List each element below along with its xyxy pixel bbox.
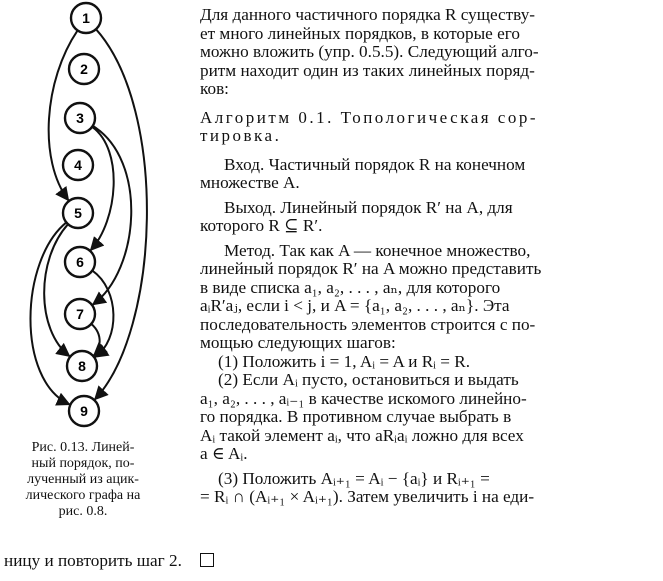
text-line: ритм находит один из таких линейных поряд- <box>200 60 535 80</box>
text-line: последовательность элементов строится с по- <box>200 314 536 334</box>
edge-1-to-9 <box>95 29 147 399</box>
text-line: aᵢR′aⱼ, если i < j, и A = {a₁, a₂, . . . , aₙ}. Эта <box>200 296 510 315</box>
algorithm-title <box>200 109 660 146</box>
body-text <box>200 6 660 507</box>
text-line: в виде списка a₁, a₂, . . . , aₙ, для которого <box>200 277 501 297</box>
algorithm-output <box>200 199 660 236</box>
caption-line: лического графа на <box>25 488 141 503</box>
edge-5-to-9 <box>30 222 69 404</box>
node-label: 3 <box>76 110 84 126</box>
text-line: ет много линейных порядков, в которые его <box>200 23 520 43</box>
text-line: Метод. Так как A — конечное множество, <box>224 240 531 260</box>
algorithm-method <box>200 242 660 353</box>
node-label: 2 <box>80 61 88 77</box>
intro-paragraph <box>200 6 660 99</box>
text-line: (1) Положить i = 1, Aᵢ = A и Rᵢ = R. <box>218 351 471 371</box>
edge-7-to-8 <box>91 324 99 355</box>
text-line: Для данного частичного порядка R существу- <box>200 5 536 24</box>
text-line: ницу и повторить шаг 2. <box>4 551 182 570</box>
node-label: 5 <box>74 205 82 221</box>
caption-line: ный порядок, по- <box>31 456 135 471</box>
text-line: a ∈ Aᵢ. <box>200 444 248 463</box>
dag-figure <box>0 0 200 519</box>
node-label: 7 <box>76 306 84 322</box>
text-line: линейный порядок R′ на A можно представить <box>200 259 542 278</box>
node-label: 1 <box>82 10 90 26</box>
node-5 <box>63 198 93 228</box>
text-line: a₁, a₂, . . . , aᵢ₋₁ в качестве искомого линейно- <box>200 388 527 408</box>
node-1 <box>71 3 101 33</box>
text-line: Алгоритм 0.1. Топологическая сор- <box>200 107 539 127</box>
text-line: тировка. <box>200 126 282 145</box>
text-line: Вход. Частичный порядок R на конечном <box>224 154 526 174</box>
edge-3-to-7 <box>93 126 132 305</box>
figure-caption <box>4 440 162 520</box>
node-8 <box>67 351 97 381</box>
text-line: которого R ⊆ R′. <box>200 216 323 235</box>
text-line: (3) Положить Aᵢ₊₁ = Aᵢ − {aᵢ} и Rᵢ₊₁ = <box>218 468 490 488</box>
text-line: го порядка. В противном случае выбрать в <box>200 407 512 426</box>
text-line: Выход. Линейный порядок R′ на A, для <box>224 197 513 217</box>
text-line: ков: <box>200 79 229 98</box>
node-6 <box>65 247 95 277</box>
text-line: мощью следующих шагов: <box>200 333 396 352</box>
algorithm-step-2 <box>200 371 660 464</box>
node-3 <box>65 103 95 133</box>
final-line <box>4 551 660 571</box>
text-line: = Rᵢ ∩ (Aᵢ₊₁ × Aᵢ₊₁). Затем увеличить i на еди- <box>200 487 535 506</box>
caption-line: лученный из ацик- <box>27 472 139 487</box>
dag-figure-svg <box>0 0 200 440</box>
text-line: (2) Если Aᵢ пусто, остановиться и выдать <box>218 370 519 389</box>
caption-line: рис. 0.8. <box>58 504 108 519</box>
algorithm-input <box>200 156 660 193</box>
node-label: 4 <box>74 157 82 173</box>
caption-line: Рис. 0.13. Линей- <box>31 440 135 455</box>
algorithm-step-1 <box>200 353 660 372</box>
algorithm-step-3 <box>200 470 660 507</box>
edge-3-to-6 <box>91 127 114 250</box>
text-line: множестве A. <box>200 173 300 192</box>
end-of-proof-icon <box>200 553 214 567</box>
node-2 <box>69 54 99 84</box>
node-label: 6 <box>76 254 84 270</box>
node-7 <box>65 299 95 329</box>
node-label: 9 <box>80 403 88 419</box>
text-line: можно вложить (упр. 0.5.5). Следующий алго- <box>200 42 539 61</box>
text-line: Aᵢ такой элемент aᵢ, что aRᵢaᵢ ложно для всех <box>200 425 524 445</box>
node-9 <box>69 396 99 426</box>
node-label: 8 <box>78 358 86 374</box>
node-4 <box>63 150 93 180</box>
